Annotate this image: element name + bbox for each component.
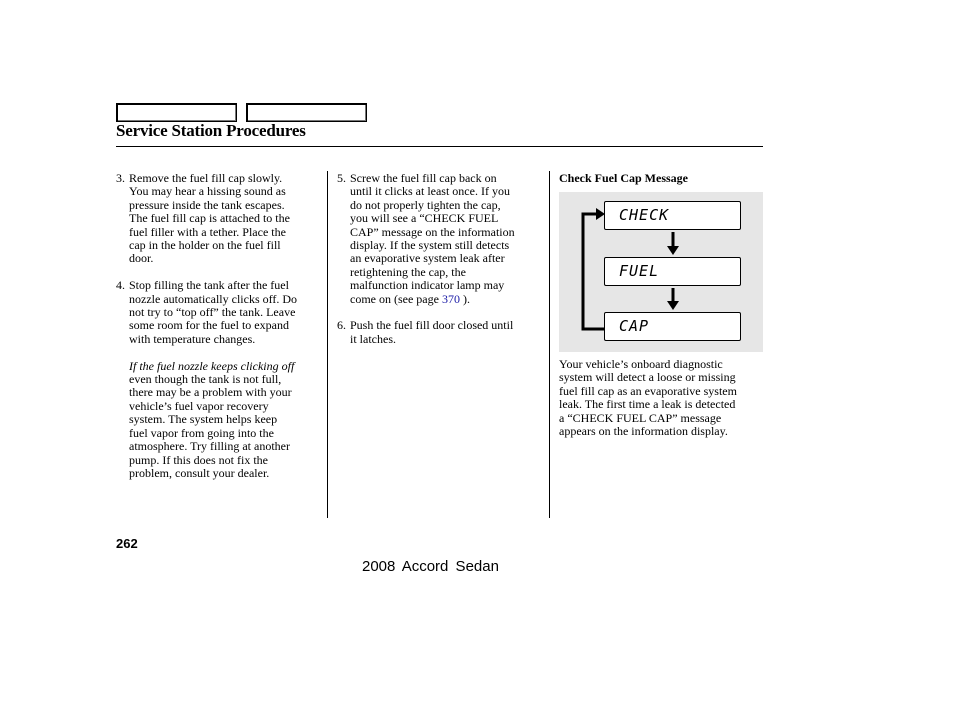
section-heading: Check Fuel Cap Message	[559, 171, 688, 185]
text-line: retightening the cap, the	[350, 264, 466, 279]
text-line: pump. If this does not fix the	[129, 452, 268, 467]
text-line: you will see a “CHECK FUEL	[350, 211, 499, 226]
text-line-with-link	[350, 293, 542, 306]
title-rule	[116, 146, 763, 147]
text-line: until it clicks at least once. If you	[350, 184, 510, 199]
column-2	[337, 172, 542, 360]
text-line: atmosphere. Try filling at another	[129, 439, 290, 454]
text-line: leak. The first time a leak is detected	[559, 397, 736, 412]
header-tab-1	[116, 103, 237, 122]
text-line: nozzle automatically clicks off. Do	[129, 291, 298, 306]
display-fuel	[604, 257, 741, 286]
text-line: it latches.	[350, 331, 396, 346]
text-line: fuel filler with a tether. Place the	[129, 224, 286, 239]
display-check	[604, 201, 741, 230]
step-number: 6.	[337, 318, 346, 333]
text-line: an evaporative system leak after	[350, 251, 505, 266]
footer-model: 2008 Accord Sedan	[362, 558, 499, 575]
step-4	[116, 279, 321, 346]
fuel-nozzle-note	[116, 360, 321, 481]
text-line: fuel vapor from going into the	[129, 425, 274, 440]
text-line: You may hear a hissing sound as	[129, 184, 286, 199]
step-number: 4.	[116, 278, 125, 293]
display-text: CAP	[619, 317, 650, 335]
page-title: Service Station Procedures	[116, 121, 306, 140]
display-text: FUEL	[619, 262, 660, 280]
text-line: Screw the fuel fill cap back on	[350, 171, 497, 185]
text-line: CAP” message on the information	[350, 224, 515, 239]
text-line: a “CHECK FUEL CAP” message	[559, 410, 722, 425]
column-3-body	[559, 358, 764, 438]
column-divider-2	[549, 171, 550, 518]
step-number: 5.	[337, 171, 346, 185]
page-370-link[interactable]: 370	[441, 291, 460, 306]
text-fragment: come on (see page	[350, 291, 442, 306]
check-fuel-cap-diagram	[559, 192, 763, 352]
text-line: appears on the information display.	[559, 424, 728, 439]
header-tab-2	[246, 103, 367, 122]
column-1	[116, 172, 321, 494]
step-3	[116, 172, 321, 266]
text-line: Push the fuel fill door closed until	[350, 318, 514, 333]
text-line: display. If the system still detects	[350, 238, 510, 253]
column-3	[559, 172, 764, 185]
step-5	[337, 172, 542, 306]
text-line: with temperature changes.	[129, 331, 256, 346]
display-text: CHECK	[619, 206, 670, 224]
text-line: there may be a problem with your	[129, 385, 292, 400]
text-line: pressure inside the tank escapes.	[129, 197, 285, 212]
text-line: system will detect a loose or missing	[559, 370, 736, 385]
text-line: Your vehicle’s onboard diagnostic	[559, 357, 723, 371]
text-line: some room for the fuel to expand	[129, 318, 289, 333]
page-number: 262	[116, 536, 138, 551]
display-cap	[604, 312, 741, 341]
text-line: do not properly tighten the cap,	[350, 197, 501, 212]
text-line: cap in the holder on the fuel fill	[129, 238, 281, 253]
column-divider-1	[327, 171, 328, 518]
text-line: The fuel fill cap is attached to the	[129, 211, 290, 226]
text-line: vehicle’s fuel vapor recovery	[129, 398, 269, 413]
step-number: 3.	[116, 171, 125, 185]
text-line: system. The system helps keep	[129, 412, 278, 427]
text-line: not try to “top off” the tank. Leave	[129, 305, 296, 320]
text-line: fuel fill cap as an evaporative system	[559, 383, 737, 398]
text-line: malfunction indicator lamp may	[350, 278, 505, 293]
text-line: Stop filling the tank after the fuel	[129, 278, 289, 293]
text-line: door.	[129, 251, 154, 266]
text-line: even though the tank is not full,	[129, 372, 282, 387]
text-fragment: ).	[459, 291, 470, 306]
text-line: problem, consult your dealer.	[129, 465, 270, 480]
note-lead-italic: If the fuel nozzle keeps clicking off	[129, 358, 295, 373]
text-line: Remove the fuel fill cap slowly.	[129, 171, 283, 185]
step-6	[337, 319, 542, 346]
